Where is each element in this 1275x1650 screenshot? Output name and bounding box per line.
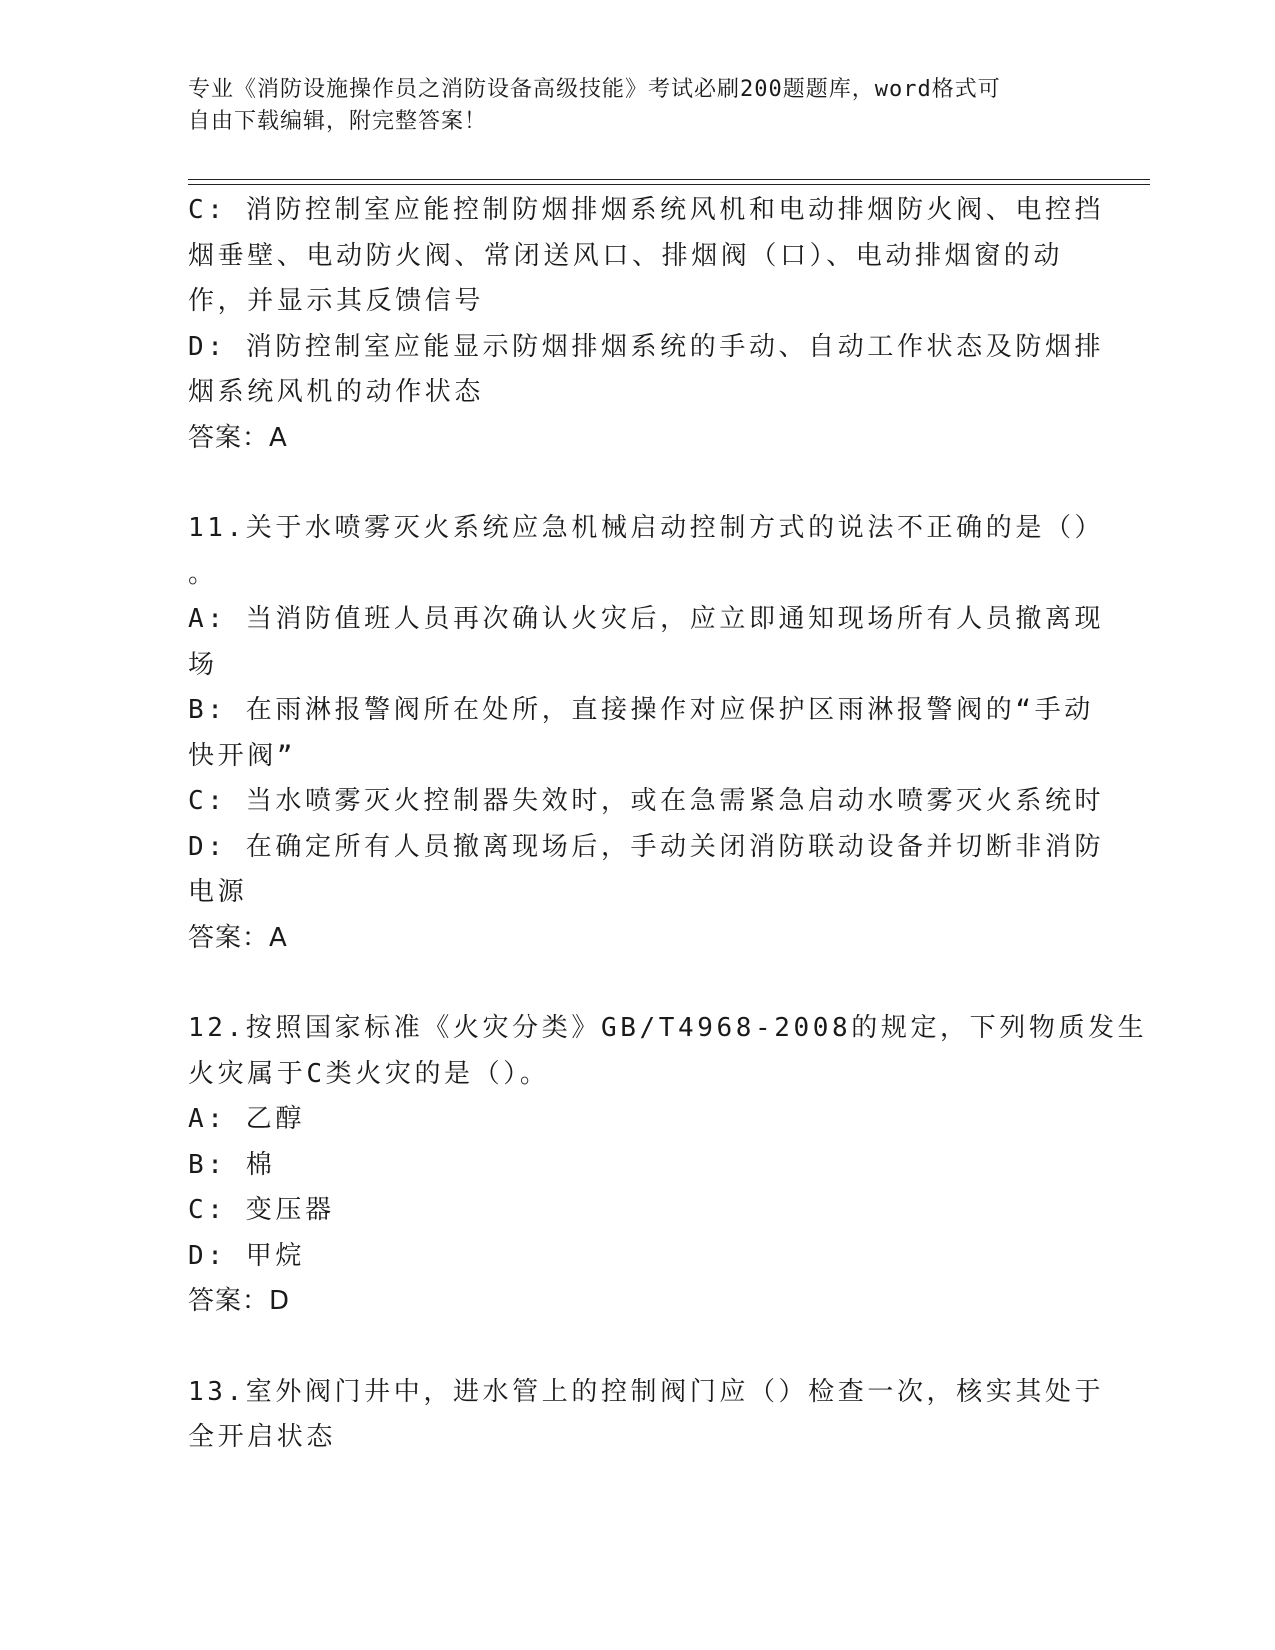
question-stem-cont: 。 [188, 558, 218, 589]
question-10-tail [188, 188, 1105, 461]
document-header [188, 74, 1068, 138]
option-c-cont: 烟垂壁、电动防火阀、常闭送风口、排烟阀（口）、电动排烟窗的动 [188, 240, 1064, 271]
option-c-cont: 作，并显示其反馈信号 [188, 286, 485, 316]
option-d-cont: 烟系统风机的动作状态 [188, 377, 485, 407]
option-a: A: 乙醇 [188, 1104, 305, 1134]
option-d-cont: 电源 [188, 877, 248, 907]
option-b: B: 在雨淋报警阀所在处所，直接操作对应保护区雨淋报警阀的“手动 [188, 695, 1094, 725]
header-divider [188, 179, 1150, 185]
question-stem: 12.按照国家标准《火灾分类》GB/T4968-2008的规定，下列物质发生 [188, 1013, 1148, 1043]
question-list [188, 188, 1148, 1461]
spacer [188, 1325, 1088, 1370]
answer: 答案：A [188, 922, 288, 953]
option-a: A: 当消防值班人员再次确认火灾后，应立即通知现场所有人员撤离现 [188, 604, 1105, 634]
question-13 [188, 1370, 1105, 1461]
spacer [188, 461, 1088, 506]
question-stem: 13.室外阀门井中，进水管上的控制阀门应（）检查一次，核实其处于 [188, 1376, 1105, 1407]
option-b-cont: 快开阀” [188, 740, 297, 771]
spacer [188, 961, 1088, 1006]
option-d: D: 消防控制室应能显示防烟排烟系统的手动、自动工作状态及防烟排 [188, 331, 1105, 362]
option-d: D: 甲烷 [188, 1240, 305, 1271]
answer: 答案：A [188, 422, 288, 453]
header-line-1: 专业《消防设施操作员之消防设备高级技能》考试必刷200题题库，word格式可 [188, 77, 1001, 102]
header-line-2: 自由下载编辑，附完整答案！ [188, 109, 488, 134]
option-b: B: 棉 [188, 1149, 276, 1180]
option-c: C: 变压器 [188, 1195, 335, 1225]
question-11 [188, 506, 1105, 961]
option-a-cont: 场 [188, 649, 218, 680]
answer: 答案：D [188, 1286, 291, 1316]
option-c: C: 当水喷雾灭火控制器失效时，或在急需紧急启动水喷雾灭火系统时 [188, 786, 1105, 816]
question-stem: 11.关于水喷雾灭火系统应急机械启动控制方式的说法不正确的是（） [188, 513, 1105, 543]
option-c: C: 消防控制室应能控制防烟排烟系统风机和电动排烟防火阀、电控挡 [188, 195, 1105, 225]
question-stem-cont: 火灾属于C类火灾的是（）。 [188, 1058, 550, 1089]
question-stem-cont: 全开启状态 [188, 1422, 337, 1452]
option-d: D: 在确定所有人员撤离现场后，手动关闭消防联动设备并切断非消防 [188, 831, 1105, 862]
question-12 [188, 1006, 1148, 1325]
